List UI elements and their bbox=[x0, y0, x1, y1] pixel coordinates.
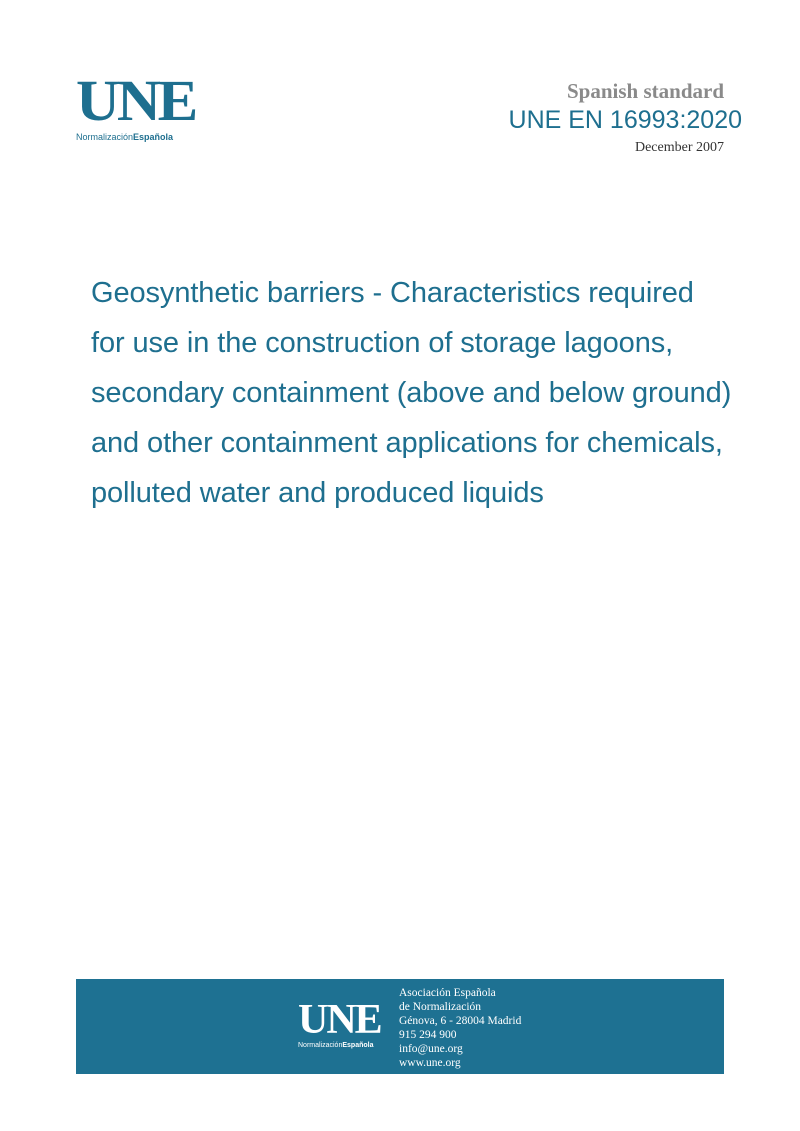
publication-date: December 2007 bbox=[634, 140, 724, 155]
footer-une-logo-subtitle bbox=[298, 1042, 388, 1049]
une-logo-subtitle bbox=[76, 132, 196, 142]
footer-une-logo-mark: UNE bbox=[298, 997, 381, 1043]
une-logo-subtitle-bold: Española bbox=[133, 132, 174, 142]
footer-une-logo bbox=[298, 999, 388, 1055]
phone-number: 915 294 900 bbox=[399, 1029, 457, 1041]
document-title bbox=[91, 268, 796, 518]
footer-band bbox=[76, 979, 724, 1074]
title-line: polluted water and produced liquids bbox=[91, 477, 544, 509]
contact-block bbox=[399, 986, 521, 1070]
standard-code: UNE EN 16993:2020 bbox=[508, 106, 742, 134]
une-logo-subtitle-regular: Normalización bbox=[76, 132, 134, 142]
une-logo bbox=[76, 68, 196, 144]
address: Génova, 6 - 28004 Madrid bbox=[399, 1015, 522, 1027]
org-name-line-1: Asociación Española bbox=[399, 987, 496, 999]
title-line: secondary containment (above and below ground) bbox=[91, 377, 732, 409]
title-line: for use in the construction of storage lagoons, bbox=[91, 327, 674, 359]
footer-logo-subtitle-bold: Española bbox=[342, 1042, 374, 1049]
website-url: www.une.org bbox=[399, 1057, 461, 1069]
une-logo-mark: UNE bbox=[76, 68, 196, 133]
document-type: Spanish standard bbox=[567, 79, 724, 103]
title-line: and other containment applications for chemicals, bbox=[91, 427, 723, 459]
footer-logo-subtitle-regular: Normalización bbox=[298, 1042, 343, 1049]
standard-header bbox=[508, 78, 742, 160]
title-line: Geosynthetic barriers - Characteristics required bbox=[91, 277, 694, 309]
org-name-line-2: de Normalización bbox=[399, 1001, 482, 1013]
email-address: info@une.org bbox=[399, 1043, 463, 1055]
